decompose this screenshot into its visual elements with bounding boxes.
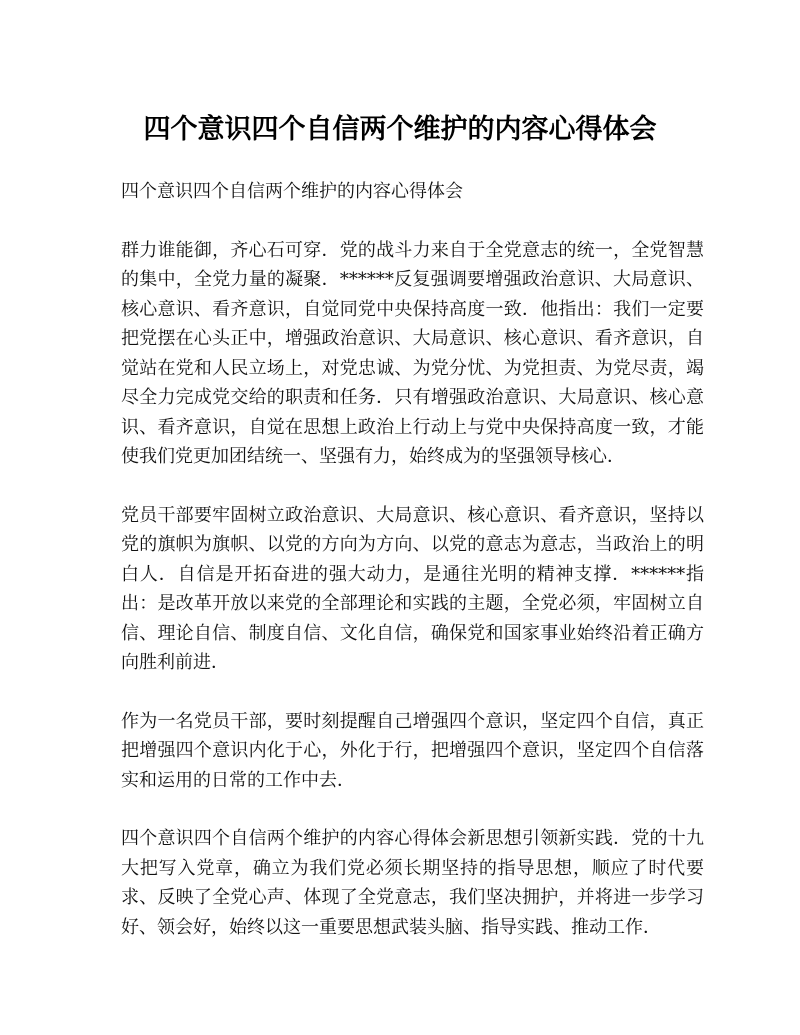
document-subtitle: 四个意识四个自信两个维护的内容心得体会 [121,181,463,202]
paragraph-3: 作为一名党员干部，要时刻提醒自己增强四个意识，坚定四个自信，真正把增强四个意识内化于心，外化于行，把增强四个意识，坚定四个自信落实和运用的日常的工作中去． [121,710,704,791]
document-body [121,177,704,971]
document-title: 四个意识四个自信两个维护的内容心得体会 [143,114,657,145]
paragraph-4: 四个意识四个自信两个维护的内容心得体会新思想引领新实践．党的十九大把写入党章，确立为我们党必须长期坚持的指导思想，顺应了时代要求、反映了全党心声、体现了全党意志，我们坚决拥护，并将进一步学习好、领会好，始终以这一重要思想武装头脑、指导实践、推动工作． [121,828,704,938]
paragraph-2: 党员干部要牢固树立政治意识、大局意识、核心意识、看齐意识，坚持以党的旗帜为旗帜、以党的方向为方向、以党的意志为意志，当政治上的明白人．自信是开拓奋进的强大动力，是通往光明的精神支撑．******指出：是改革开放以来党的全部理论和实践的主题，全党必须，牢固树立自信、理论自信、制度自信、文化自信，确保党和国家事业始终沿着正确方向胜利前进． [121,504,704,673]
paragraph-1: 群力谁能御，齐心石可穿．党的战斗力来自于全党意志的统一，全党智慧的集中，全党力量的凝聚．******反复强调要增强政治意识、大局意识、核心意识、看齐意识，自觉同党中央保持高度一致．他指出：我们一定要把党摆在心头正中，增强政治意识、大局意识、核心意识、看齐意识，自觉站在党和人民立场上，对党忠诚、为党分忧、为党担责、为党尽责，竭尽全力完成党交给的职责和任务．只有增强政治意识、大局意识、核心意识、看齐意识，自觉在思想上政治上行动上与党中央保持高度一致，才能使我们党更加团结统一、坚强有力，始终成为的坚强领导核心． [121,239,704,467]
